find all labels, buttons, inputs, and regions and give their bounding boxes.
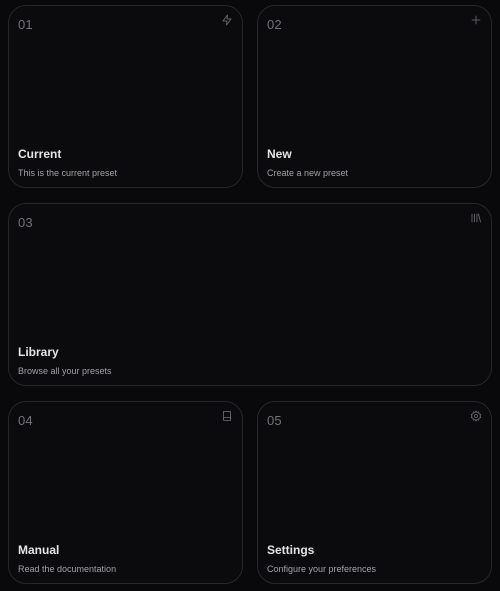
card-settings[interactable] [257, 401, 492, 584]
card-title: Current [18, 147, 62, 161]
card-number: 01 [18, 17, 33, 32]
card-new[interactable] [257, 5, 492, 188]
card-description: Configure your preferences [267, 564, 377, 574]
lightning-icon [221, 14, 233, 26]
card-current[interactable] [8, 5, 243, 188]
gear-icon [470, 410, 482, 422]
card-number: 05 [267, 413, 282, 428]
card-title: New [267, 147, 292, 161]
book-icon [221, 410, 233, 422]
card-title: Settings [267, 543, 315, 557]
card-description: Browse all your presets [18, 366, 112, 376]
card-number: 03 [18, 215, 33, 230]
library-icon [470, 212, 482, 224]
card-title: Manual [18, 543, 60, 557]
card-title: Library [18, 345, 59, 359]
card-description: Create a new preset [267, 168, 349, 178]
plus-icon [470, 14, 482, 26]
card-description: Read the documentation [18, 564, 117, 574]
card-description: This is the current preset [18, 168, 118, 178]
card-library[interactable] [8, 203, 492, 386]
card-number: 02 [267, 17, 282, 32]
card-number: 04 [18, 413, 33, 428]
card-manual[interactable] [8, 401, 243, 584]
